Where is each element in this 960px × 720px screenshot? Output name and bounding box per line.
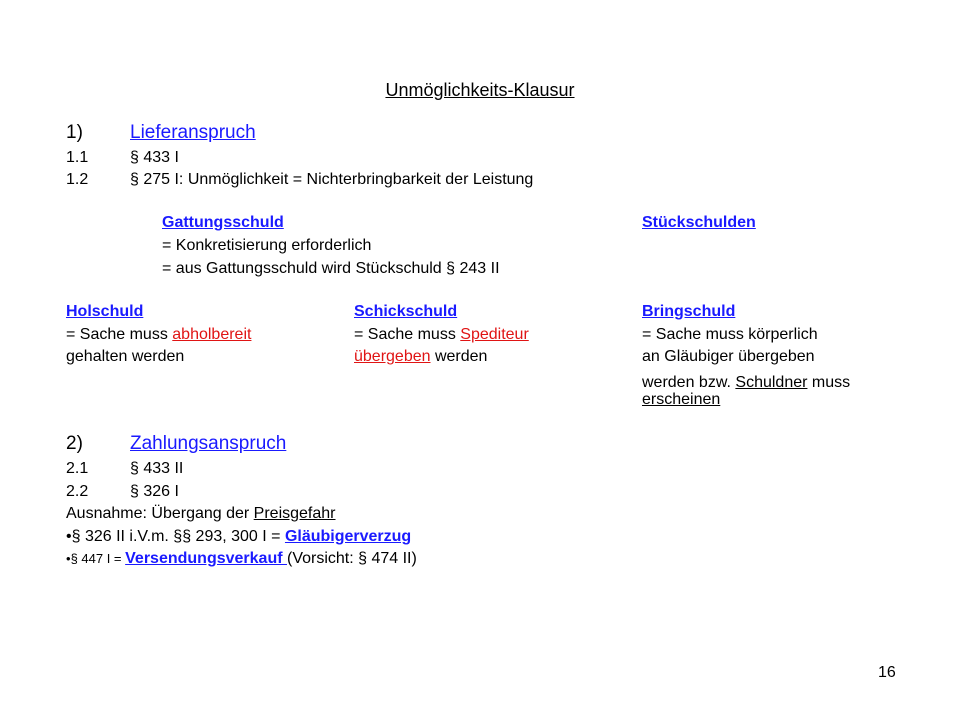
schickschuld-line-1 xyxy=(354,325,529,344)
bringschuld-heading: Bringschuld xyxy=(642,303,736,320)
page-number: 16 xyxy=(878,664,896,681)
exception-line xyxy=(66,504,336,523)
bringschuld-line-4: erscheinen xyxy=(642,391,721,408)
schickschuld-line-2 xyxy=(354,347,487,366)
item-2-2-number: 2.2 xyxy=(66,483,89,500)
gattungsschuld-heading: Gattungsschuld xyxy=(162,214,284,231)
gattung-line-1: = Konkretisierung erforderlich xyxy=(162,237,372,254)
gattung-line-2: = aus Gattungsschuld wird Stückschuld § 243 II xyxy=(162,260,500,277)
section-1-heading: Lieferanspruch xyxy=(130,122,256,143)
section-2-heading: Zahlungsanspruch xyxy=(130,433,287,454)
schickschuld-line-1-pre: = Sache muss xyxy=(354,326,461,343)
bringschuld-line-2: an Gläubiger übergeben xyxy=(642,348,815,365)
bringschuld-line-1: = Sache muss körperlich xyxy=(642,326,818,343)
bullet-2-highlight: Versendungsverkauf xyxy=(125,550,287,567)
section-1-number: 1) xyxy=(66,122,83,143)
bullet-2-marker: • xyxy=(66,551,71,566)
item-2-1-number: 2.1 xyxy=(66,460,89,477)
bringschuld-line-3-post: muss xyxy=(807,374,851,391)
bullet-1-marker: • xyxy=(66,528,72,545)
item-1-2-text: § 275 I: Unmöglichkeit = Nichterbringbarkeit der Leistung xyxy=(130,171,534,188)
schickschuld-heading: Schickschuld xyxy=(354,303,458,320)
bullet-1-highlight: Gläubigerverzug xyxy=(284,528,412,545)
stueckschulden-heading: Stückschulden xyxy=(642,214,756,231)
bullet-1-pre: § 326 II i.V.m. §§ 293, 300 I = xyxy=(71,528,285,545)
bullet-2-post: (Vorsicht: § 474 II) xyxy=(286,550,417,567)
bullet-1 xyxy=(66,527,411,546)
bringschuld-highlight-1: Schuldner xyxy=(735,374,808,391)
schickschuld-line-2-post: werden xyxy=(430,348,488,365)
exception-pre: Ausnahme: Übergang der xyxy=(66,505,254,522)
page-title-text: Unmöglichkeits-Klausur xyxy=(385,80,575,100)
section-2-number: 2) xyxy=(66,433,83,454)
holschuld-highlight: abholbereit xyxy=(172,326,252,343)
item-2-2-text: § 326 I xyxy=(130,483,179,500)
item-1-2-number: 1.2 xyxy=(66,171,89,188)
schickschuld-highlight-2: übergeben xyxy=(354,348,431,365)
item-2-1-text: § 433 II xyxy=(130,460,184,477)
page-title xyxy=(0,80,960,101)
holschuld-line-2: gehalten werden xyxy=(66,348,185,365)
holschuld-heading: Holschuld xyxy=(66,303,144,320)
item-1-1-text: § 433 I xyxy=(130,149,179,166)
item-1-1-number: 1.1 xyxy=(66,149,89,166)
schickschuld-highlight-1: Spediteur xyxy=(460,326,529,343)
holschuld-line-1 xyxy=(66,325,251,344)
holschuld-line-1-pre: = Sache muss xyxy=(66,326,173,343)
exception-highlight: Preisgefahr xyxy=(253,505,336,522)
bullet-2 xyxy=(66,549,417,568)
bringschuld-line-3-pre: werden bzw. xyxy=(642,374,736,391)
bullet-2-small: § 447 I = xyxy=(70,551,126,566)
